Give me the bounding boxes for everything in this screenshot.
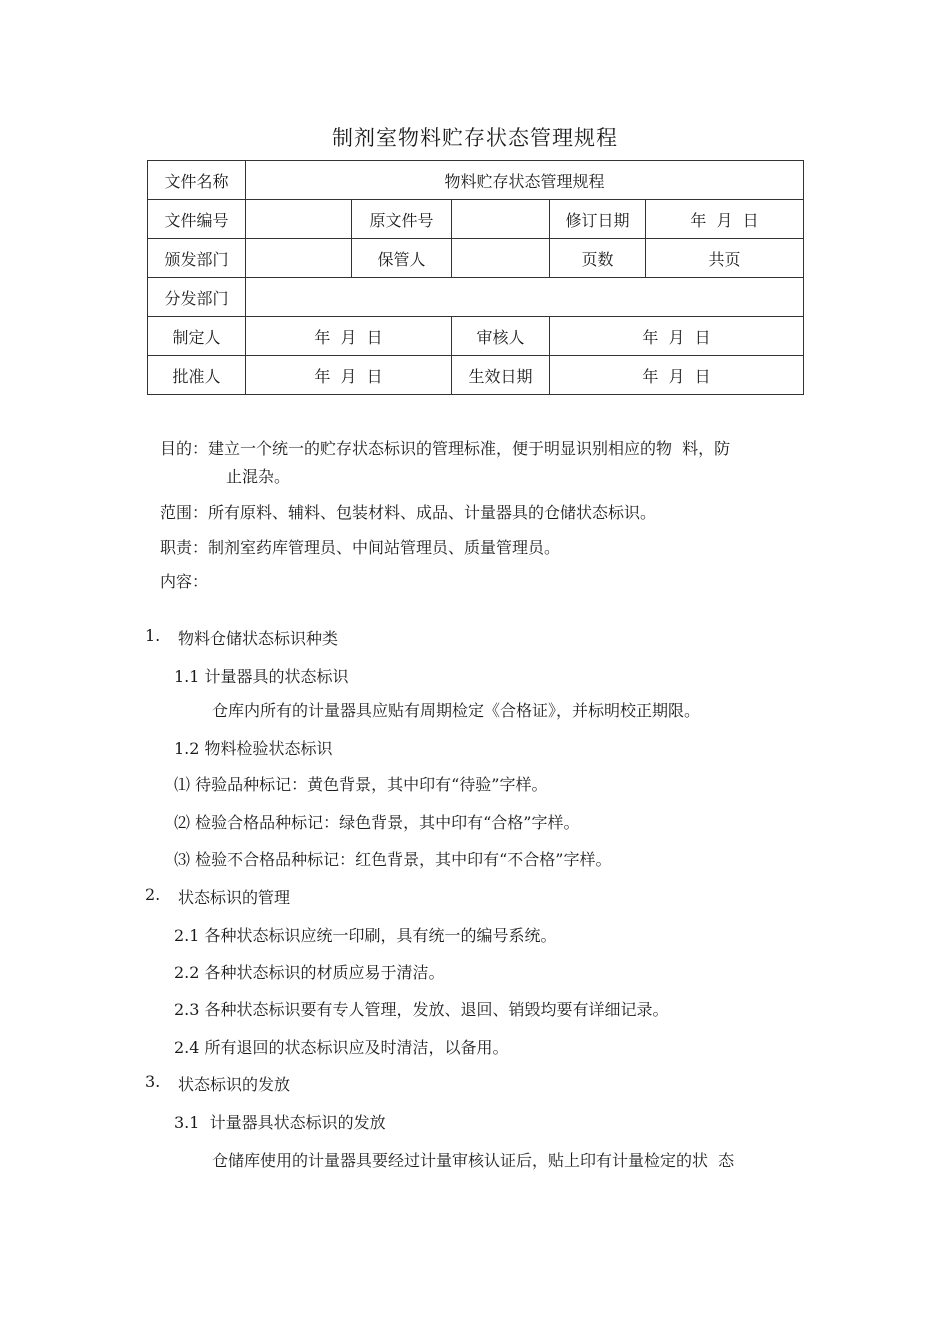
reviewer-date: 年 月 日 [550,317,804,356]
dist-dept-value [246,278,804,317]
revise-date-value: 年 月 日 [646,200,804,239]
section-1-2-item-b: ⑵ 检验合格品种标记：绿色背景，其中印有“合格”字样。 [174,813,580,832]
orig-no-value [452,200,550,239]
table-row [148,356,804,395]
scope-line: 范围：所有原料、辅料、包装材料、成品、计量器具的仓储状态标识。 [160,503,657,522]
issue-dept-value [246,239,352,278]
orig-no-label: 原文件号 [352,200,452,239]
file-name-label: 文件名称 [148,161,246,200]
file-name-value: 物料贮存状态管理规程 [246,161,804,200]
effective-date: 年 月 日 [550,356,804,395]
maker-date: 年 月 日 [246,317,452,356]
table-row [148,278,804,317]
section-1-heading: 物料仓储状态标识种类 [178,629,339,648]
effective-label: 生效日期 [452,356,550,395]
keeper-label: 保管人 [352,239,452,278]
section-3-heading: 状态标识的发放 [178,1075,291,1094]
section-1-1-heading: 1.1 计量器具的状态标识 [174,667,349,686]
section-1-1-text: 仓库内所有的计量器具应贴有周期检定《合格证》，并标明校正期限。 [212,701,701,720]
revise-date-label: 修订日期 [550,200,646,239]
maker-label: 制定人 [148,317,246,356]
section-1-number: 1. [145,626,161,645]
table-row [148,239,804,278]
section-1-2-item-c: ⑶ 检验不合格品种标记：红色背景，其中印有“不合格”字样。 [174,850,612,869]
table-row [148,161,804,200]
issue-dept-label: 颁发部门 [148,239,246,278]
section-1-2-heading: 1.2 物料检验状态标识 [174,739,333,758]
pages-value: 共页 [646,239,804,278]
duty-line: 职责：制剂室药库管理员、中间站管理员、质量管理员。 [160,538,561,557]
section-2-1: 2.1 各种状态标识应统一印刷，具有统一的编号系统。 [174,926,557,945]
dist-dept-label: 分发部门 [148,278,246,317]
section-1-2-item-a: ⑴ 待验品种标记：黄色背景，其中印有“待验”字样。 [174,775,548,794]
section-3-1-heading: 3.1 计量器具状态标识的发放 [174,1113,386,1132]
section-3-number: 3. [145,1072,161,1091]
section-2-heading: 状态标识的管理 [178,888,291,907]
table-row [148,317,804,356]
section-2-4: 2.4 所有退回的状态标识应及时清洁，以备用。 [174,1038,509,1057]
section-2-3: 2.3 各种状态标识要有专人管理，发放、退回、销毁均要有详细记录。 [174,1000,669,1019]
purpose-line-2: 止混杂。 [226,467,291,486]
section-3-1-text: 仓储库使用的计量器具要经过计量审核认证后，贴上印有计量检定的状 态 [212,1151,735,1170]
content-heading: 内容： [160,572,209,591]
document-title: 制剂室物料贮存状态管理规程 [332,126,618,150]
document-info-table [147,160,804,395]
section-2-2: 2.2 各种状态标识的材质应易于清洁。 [174,963,445,982]
file-no-value [246,200,352,239]
table-row [148,200,804,239]
approver-date: 年 月 日 [246,356,452,395]
file-no-label: 文件编号 [148,200,246,239]
section-2-number: 2. [145,885,161,904]
approver-label: 批准人 [148,356,246,395]
keeper-value [452,239,550,278]
purpose-line-1: 目的：建立一个统一的贮存状态标识的管理标准，便于明显识别相应的物 料，防 [160,439,731,458]
reviewer-label: 审核人 [452,317,550,356]
pages-label: 页数 [550,239,646,278]
